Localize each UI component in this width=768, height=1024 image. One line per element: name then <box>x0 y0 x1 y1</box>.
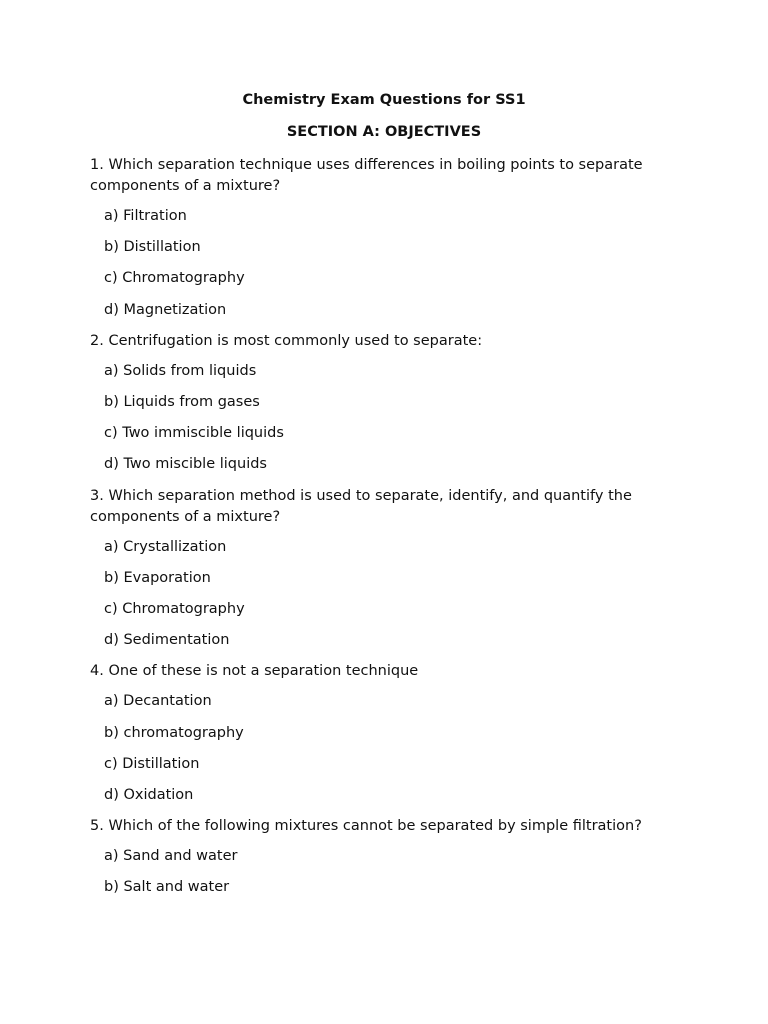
question-item <box>90 331 680 476</box>
question-list <box>90 155 680 909</box>
answer-option: d) Magnetization <box>104 301 227 318</box>
answer-option: a) Solids from liquids <box>104 362 257 379</box>
answer-option: a) Sand and water <box>104 848 238 865</box>
answer-option: c) Distillation <box>104 755 200 772</box>
answer-option: b) Distillation <box>104 239 201 256</box>
question-item <box>90 486 680 652</box>
answer-option: d) Oxidation <box>104 787 194 804</box>
answer-option: d) Sedimentation <box>104 632 230 649</box>
answer-option: c) Two immiscible liquids <box>104 425 284 442</box>
answer-option: c) Chromatography <box>104 601 245 618</box>
section-heading: SECTION A: OBJECTIVES <box>286 124 482 140</box>
answer-option: a) Filtration <box>104 208 187 224</box>
question-text: 2. Centrifugation is most commonly used to separate: <box>90 332 483 349</box>
document-title: Chemistry Exam Questions for SS1 <box>242 92 526 108</box>
question-text: 1. Which separation technique uses differences in boiling points to separate components of a mixture? <box>90 157 643 194</box>
question-text: 4. One of these is not a separation technique <box>90 663 419 680</box>
question-text: 3. Which separation method is used to separate, identify, and quantify the components of a mixture? <box>90 487 632 525</box>
question-item <box>90 816 680 899</box>
answer-option: b) Salt and water <box>104 879 230 896</box>
answer-option: b) Liquids from gases <box>104 394 260 411</box>
question-item <box>90 155 680 321</box>
answer-option: b) chromatography <box>104 724 244 741</box>
answer-option: c) Chromatography <box>104 270 245 287</box>
question-text: 5. Which of the following mixtures cannot be separated by simple filtration? <box>90 818 642 835</box>
question-item <box>90 661 680 806</box>
answer-option: a) Decantation <box>104 693 212 710</box>
answer-option: d) Two miscible liquids <box>104 456 267 473</box>
answer-option: a) Crystallization <box>104 538 227 555</box>
answer-option: b) Evaporation <box>104 569 211 586</box>
